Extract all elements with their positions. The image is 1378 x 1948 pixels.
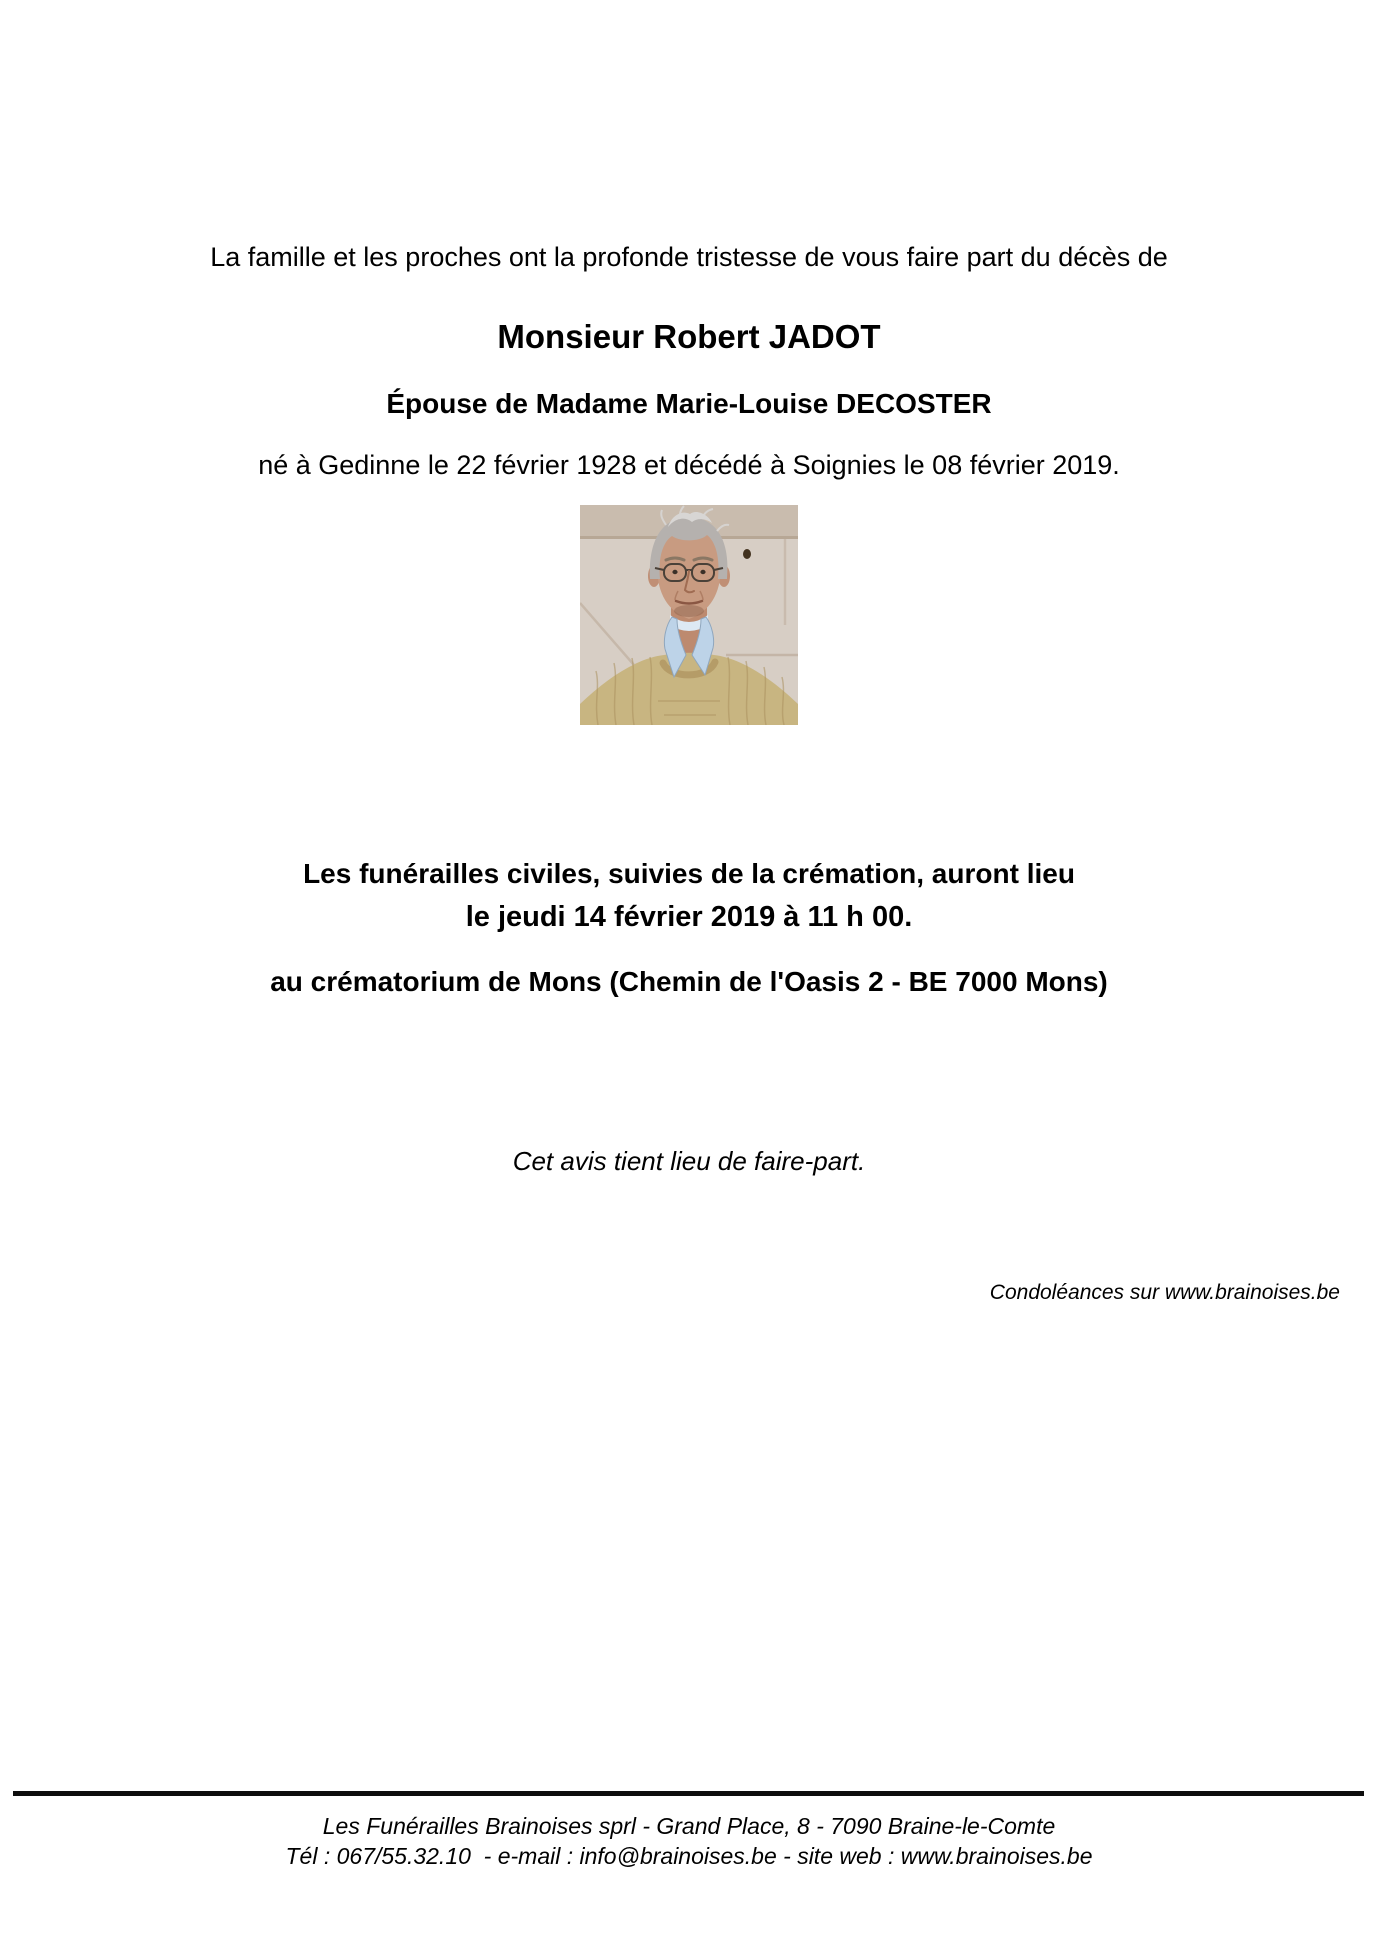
spouse-line: Épouse de Madame Marie-Louise DECOSTER	[386, 388, 992, 419]
birth-death-line: né à Gedinne le 22 février 1928 et décédé à Soignies le 08 février 2019.	[258, 450, 1120, 480]
portrait-photo	[580, 505, 798, 725]
legal-notice-line: Cet avis tient lieu de faire-part.	[512, 1146, 866, 1176]
ceremony-line-1: Les funérailles civiles, suivies de la crémation, auront lieu	[303, 858, 1075, 889]
deceased-name: Monsieur Robert JADOT	[497, 318, 881, 355]
footer-contact-line: Tél : 067/55.32.10 - e-mail : info@brainoises.be - site web : www.brainoises.be	[285, 1843, 1093, 1869]
portrait-chin-shadow	[674, 605, 704, 617]
footer-company-line: Les Funérailles Brainoises sprl - Grand Place, 8 - 7090 Braine-le-Comte	[322, 1813, 1056, 1839]
footer	[0, 1811, 1378, 1871]
condolences-line: Condoléances sur www.brainoises.be	[989, 1281, 1340, 1304]
footer-divider	[13, 1791, 1364, 1796]
portrait-photo-svg	[580, 505, 798, 725]
ceremony-datetime: le jeudi 14 février 2019 à 11 h 00.	[465, 901, 913, 933]
portrait-wall-knot	[743, 549, 751, 559]
ceremony-line-2: au crématorium de Mons (Chemin de l'Oasis 2 - BE 7000 Mons)	[270, 966, 1108, 997]
intro-line: La famille et les proches ont la profonde tristesse de vous faire part du décès de	[210, 242, 1168, 272]
